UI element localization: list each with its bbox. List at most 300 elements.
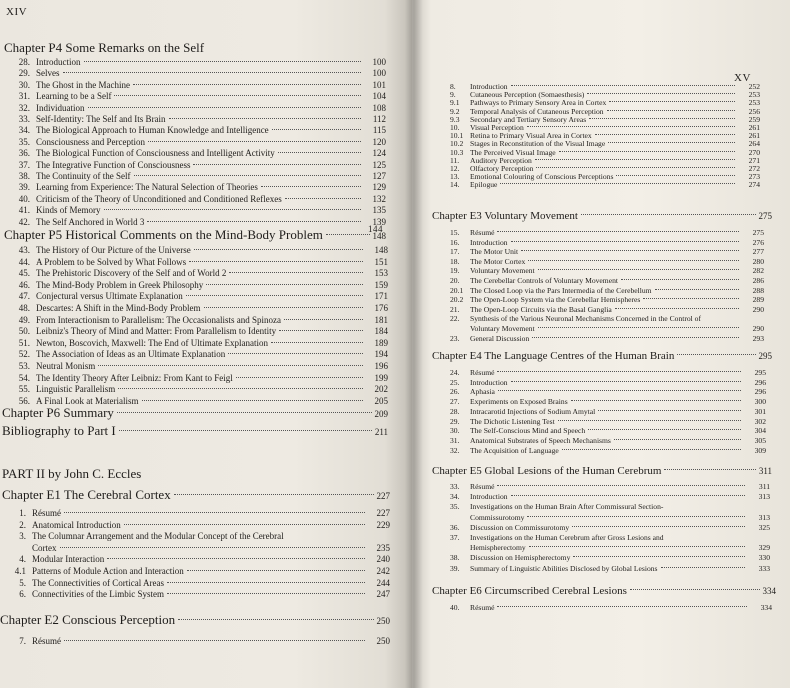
- entry-page: 272: [748, 164, 760, 173]
- right-page: [412, 0, 790, 688]
- dot-leader: [528, 260, 739, 261]
- entry-page: 282: [752, 266, 764, 276]
- entry-title: Selves: [36, 68, 60, 79]
- dot-leader: [527, 516, 745, 517]
- entry-number: 52.: [18, 349, 30, 360]
- chapter-heading: [432, 465, 772, 477]
- chapter-heading: [4, 40, 384, 56]
- entry-title: Résumé: [470, 603, 495, 612]
- entry-title: The Self-Conscious Mind and Speech: [470, 426, 586, 436]
- dot-leader: [608, 142, 735, 143]
- toc-entry: [450, 295, 764, 304]
- entry-page: 300: [754, 397, 766, 407]
- chapter-page: 295: [758, 351, 772, 361]
- toc-entry: [4, 326, 388, 336]
- entry-title: The Acquisition of Language: [470, 445, 559, 455]
- entry-number: 8.: [450, 82, 456, 91]
- entry-title: The Identity Theory After Leibniz: From Kant to Feigl: [36, 372, 233, 383]
- entry-number: 7.: [19, 636, 26, 646]
- entry-page: 194: [374, 349, 388, 360]
- entry-page: 311: [758, 482, 770, 491]
- entry-page: 176: [374, 303, 388, 313]
- entry-page: 261: [748, 123, 760, 132]
- toc-entry: [0, 589, 390, 599]
- entry-number: 4.1: [14, 566, 26, 576]
- entry-number: 29.: [18, 68, 30, 79]
- entry-page: 286: [752, 276, 764, 285]
- entry-title: From Interactionism to Parallelism: The Occasionalists and Spinoza: [36, 314, 282, 325]
- dot-leader: [178, 619, 373, 620]
- dot-leader: [587, 93, 735, 94]
- toc-entry: [4, 91, 386, 101]
- entry-number: 43.: [18, 245, 30, 255]
- entry-title: Cutaneous Perception (Somaesthesis): [470, 90, 585, 100]
- dot-leader: [134, 175, 362, 176]
- dot-leader: [581, 214, 756, 215]
- dot-leader: [133, 84, 361, 85]
- dot-leader: [500, 183, 735, 184]
- entry-number: 53.: [18, 361, 30, 371]
- entry-number: 45.: [18, 268, 30, 279]
- entry-title: Discussion on Commissurotomy: [470, 522, 570, 532]
- dot-leader: [64, 640, 365, 641]
- entry-page: 250: [376, 636, 390, 646]
- entry-title: Self-Identity: The Self and Its Brain: [36, 114, 166, 124]
- entry-title: The Open-Loop Circuits via the Basal Ganglia: [470, 304, 612, 314]
- entry-page: 227: [376, 508, 390, 518]
- chapter-heading: [0, 612, 390, 628]
- chapter-page: 250: [376, 616, 390, 626]
- entry-page: 132: [372, 193, 386, 204]
- toc-entry: [4, 57, 386, 67]
- toc-entry: [450, 426, 766, 435]
- entry-title: Leibniz's Theory of Mind and Matter: From Parallelism to Identity: [36, 326, 277, 337]
- entry-page: 293: [752, 333, 764, 343]
- dot-leader: [511, 495, 745, 496]
- entry-number: 21.: [450, 304, 460, 314]
- entry-page: 330: [758, 553, 770, 563]
- entry-number: 42.: [18, 216, 30, 227]
- entry-title: The Columnar Arrangement and the Modular Concept of the Cerebral: [32, 531, 284, 542]
- entry-page: 159: [374, 279, 388, 290]
- entry-number: 33.: [450, 482, 460, 491]
- entry-page: 271: [748, 155, 760, 165]
- dot-leader: [142, 400, 364, 401]
- dot-leader: [497, 606, 747, 607]
- entry-number: 38.: [450, 553, 460, 563]
- chapter-heading: [2, 487, 390, 503]
- entry-page: 100: [372, 68, 386, 79]
- entry-page: 181: [374, 314, 388, 325]
- dot-leader: [206, 284, 363, 285]
- toc-entry: [450, 553, 770, 562]
- toc-entry: [0, 554, 390, 564]
- entry-title: Newton, Boscovich, Maxwell: The End of Ultimate Explanation: [36, 337, 269, 348]
- dot-leader: [107, 558, 365, 559]
- entry-page: 301: [754, 406, 766, 416]
- entry-title: Linguistic Parallelism: [36, 384, 116, 395]
- entry-number: 49.: [18, 314, 30, 325]
- toc-entry: [450, 324, 764, 333]
- entry-title: Consciousness and Perception: [36, 136, 145, 147]
- entry-number: 9.3: [450, 114, 460, 124]
- toc-entry: [450, 378, 766, 387]
- toc-entry: [450, 397, 766, 406]
- entry-number: 32.: [18, 102, 30, 113]
- entry-number: 31.: [450, 435, 460, 445]
- entry-page: 270: [748, 147, 760, 157]
- entry-page: 244: [376, 577, 390, 588]
- entry-page: 148: [374, 245, 388, 255]
- toc-entry: [450, 387, 766, 396]
- toc-entry: [450, 533, 770, 542]
- dot-leader: [497, 371, 741, 372]
- chapter-heading: [2, 423, 388, 439]
- entry-page: 108: [372, 102, 386, 113]
- entry-title: Cortex: [32, 542, 57, 553]
- dot-leader: [609, 101, 735, 102]
- chapter-page: 275: [758, 211, 772, 221]
- dot-leader: [664, 469, 755, 470]
- chapter-title: Chapter E4 The Language Centres of the Human Brain: [432, 350, 675, 362]
- entry-title: Voluntary Movement: [470, 324, 535, 333]
- entry-number: 35.: [18, 136, 30, 147]
- toc-entry: [4, 268, 388, 278]
- dot-leader: [614, 439, 741, 440]
- dot-leader: [588, 429, 741, 430]
- entry-title: The Biological Approach to Human Knowledge and Intelligence: [36, 125, 269, 136]
- entry-page: 184: [374, 326, 388, 337]
- entry-page: 305: [754, 435, 766, 445]
- dot-leader: [278, 152, 361, 153]
- entry-page: 229: [376, 519, 390, 530]
- entry-page: 313: [758, 492, 770, 502]
- entry-page: 127: [372, 171, 386, 181]
- dot-leader: [562, 449, 741, 450]
- entry-number: 3.: [19, 531, 26, 542]
- dot-leader: [511, 381, 741, 382]
- entry-title: The Open-Loop System via the Cerebellar Hemispheres: [470, 295, 641, 305]
- entry-number: 54.: [18, 372, 30, 383]
- toc-entry: [4, 103, 386, 113]
- chapter-title: Chapter P4 Some Remarks on the Self: [4, 40, 205, 55]
- entry-title: Résumé: [470, 228, 495, 237]
- chapter-heading: [2, 405, 388, 421]
- dot-leader: [119, 430, 372, 431]
- entry-page: 144: [368, 224, 383, 234]
- entry-title: The Mind-Body Problem in Greek Philosophy: [36, 279, 204, 290]
- entry-page: 199: [374, 372, 388, 383]
- entry-title: Résumé: [470, 482, 495, 491]
- entry-page: 288: [752, 285, 764, 295]
- entry-page: 329: [758, 543, 770, 553]
- entry-page: 276: [752, 237, 764, 247]
- chapter-title: Chapter E1 The Cerebral Cortex: [2, 487, 171, 502]
- entry-title: The Association of Ideas as an Ultimate Explanation: [36, 349, 226, 360]
- entry-title: The Connectivities of Cortical Areas: [32, 577, 164, 588]
- entry-title: Kinds of Memory: [36, 205, 101, 216]
- entry-title: The Motor Unit: [470, 247, 519, 257]
- entry-page: 129: [372, 182, 386, 193]
- toc-entry: [4, 217, 386, 227]
- dot-leader: [538, 269, 739, 270]
- entry-number: 18.: [450, 256, 460, 266]
- entry-title: Temporal Analysis of Cutaneous Perception: [470, 106, 604, 116]
- entry-title: Individuation: [36, 102, 85, 113]
- chapter-title: Bibliography to Part I: [2, 423, 116, 438]
- entry-number: 25.: [450, 377, 460, 387]
- toc-entry: [450, 543, 770, 552]
- toc-entry: [4, 245, 388, 255]
- toc-entry: [0, 636, 390, 646]
- entry-title: The Prehistoric Discovery of the Self and of World 2: [36, 268, 227, 279]
- dot-leader: [532, 337, 739, 338]
- toc-entry: [0, 520, 390, 530]
- dot-leader: [677, 354, 755, 355]
- dot-leader: [661, 567, 745, 568]
- dot-leader: [60, 547, 366, 548]
- entry-title: Hemispherectomy: [470, 543, 526, 553]
- entry-title: Introduction: [470, 82, 508, 91]
- chapter-title: Chapter E2 Conscious Perception: [0, 612, 176, 627]
- entry-title: Secondary and Tertiary Sensory Areas: [470, 114, 587, 124]
- entry-title: Olfactory Perception: [470, 164, 534, 173]
- entry-number: 31.: [18, 91, 30, 102]
- toc-entry: [0, 531, 390, 541]
- entry-number: 13.: [450, 172, 460, 182]
- dot-leader: [285, 198, 361, 199]
- dot-leader: [572, 526, 745, 527]
- entry-number: 39.: [18, 182, 30, 193]
- entry-number: 4.: [19, 554, 26, 565]
- dot-leader: [326, 234, 370, 235]
- toc-entry: [450, 180, 760, 189]
- entry-title: The Continuity of the Self: [36, 171, 131, 181]
- entry-title: Patterns of Module Action and Interaction: [32, 566, 184, 576]
- entry-title: The Cerebellar Controls of Voluntary Movement: [470, 276, 618, 285]
- entry-title: Intracarotid Injections of Sodium Amytal: [470, 406, 596, 416]
- entry-number: 9.2: [450, 106, 460, 116]
- entry-title: Summary of Linguistic Abilities Disclosed by Global Lesions: [470, 563, 658, 573]
- dot-leader: [279, 330, 363, 331]
- toc-entry: [4, 315, 388, 325]
- entry-page: 153: [374, 268, 388, 279]
- toc-entry: [450, 276, 764, 285]
- entry-page: 264: [748, 139, 760, 149]
- entry-title: The Perceived Visual Image: [470, 147, 556, 157]
- dot-leader: [272, 129, 361, 130]
- entry-number: 40.: [18, 193, 30, 204]
- page-number: XV: [734, 72, 751, 84]
- dot-leader: [527, 126, 735, 127]
- entry-title: Investigations on the Human Cerebrum after Gross Lesions and: [470, 533, 664, 542]
- entry-title: Emotional Colouring of Conscious Perceptions: [470, 172, 614, 182]
- dot-leader: [615, 308, 739, 309]
- dot-leader: [84, 61, 362, 62]
- entry-title: Introduction: [470, 492, 508, 502]
- toc-entry: [450, 603, 772, 612]
- toc-entry: [450, 446, 766, 455]
- chapter-page: 227: [376, 491, 390, 501]
- chapter-heading: [432, 350, 772, 362]
- entry-number: 28.: [18, 57, 30, 67]
- entry-number: 36.: [450, 522, 460, 532]
- dot-leader: [558, 420, 741, 421]
- entry-number: 51.: [18, 337, 30, 348]
- chapter-page: 334: [762, 586, 776, 596]
- toc-entry: [4, 303, 388, 313]
- entry-number: 46.: [18, 279, 30, 290]
- toc-entry: [450, 368, 766, 377]
- toc-entry: [4, 114, 386, 124]
- dot-leader: [630, 589, 760, 590]
- chapter-title: Chapter P6 Summary: [2, 405, 114, 420]
- entry-page: 240: [376, 554, 390, 565]
- toc-entry: [4, 205, 386, 215]
- entry-page: 135: [372, 205, 386, 216]
- toc-entry: [450, 502, 770, 511]
- dot-leader: [193, 164, 361, 165]
- entry-page: 252: [748, 82, 760, 91]
- book-gutter: [405, 0, 423, 688]
- toc-entry: [4, 373, 388, 383]
- chapter-title: Chapter P5 Historical Comments on the Mind-Body Problem: [4, 227, 323, 242]
- entry-number: 32.: [450, 445, 460, 455]
- entry-title: Introduction: [470, 377, 508, 387]
- entry-title: Neutral Monism: [36, 361, 96, 371]
- dot-leader: [148, 141, 361, 142]
- entry-number: 38.: [18, 171, 30, 181]
- entry-page: 259: [748, 114, 760, 124]
- chapter-title: Chapter E3 Voluntary Movement: [432, 210, 578, 222]
- entry-page: 296: [754, 377, 766, 387]
- entry-title: The Motor Cortex: [470, 256, 526, 266]
- entry-page: 290: [752, 304, 764, 314]
- entry-title: Connectivities of the Limbic System: [32, 589, 164, 600]
- entry-number: 20.2: [450, 295, 464, 305]
- dot-leader: [538, 327, 739, 328]
- entry-page: 202: [374, 384, 388, 395]
- dot-leader: [194, 249, 363, 250]
- entry-number: 9.1: [450, 98, 460, 108]
- dot-leader: [167, 582, 365, 583]
- entry-title: Voluntary Movement: [470, 266, 535, 276]
- entry-number: 47.: [18, 291, 30, 302]
- entry-number: 44.: [18, 256, 30, 267]
- toc-entry: [4, 182, 386, 192]
- entry-number: 29.: [450, 416, 460, 426]
- entry-number: 19.: [450, 266, 460, 276]
- entry-page: 171: [374, 291, 388, 302]
- entry-number: 30.: [18, 79, 30, 90]
- entry-title: The Ghost in the Machine: [36, 79, 130, 90]
- dot-leader: [187, 570, 365, 571]
- toc-entry: [0, 508, 390, 518]
- entry-page: 120: [372, 136, 386, 147]
- entry-page: 309: [754, 445, 766, 455]
- entry-title: Experiments on Exposed Brains: [470, 397, 568, 407]
- entry-number: 24.: [450, 368, 460, 377]
- dot-leader: [186, 295, 363, 296]
- entry-title: The Dichotic Listening Test: [470, 416, 555, 426]
- toc-entry: [450, 247, 764, 256]
- dot-leader: [573, 556, 745, 557]
- toc-entry: [450, 314, 764, 323]
- toc-entry: [450, 482, 770, 491]
- toc-entry: [450, 492, 770, 501]
- dot-leader: [536, 167, 735, 168]
- entry-number: 1.: [19, 508, 26, 518]
- entry-page: 333: [758, 563, 770, 573]
- entry-number: 48.: [18, 303, 30, 313]
- entry-page: 313: [758, 512, 770, 522]
- dot-leader: [189, 261, 363, 262]
- entry-page: 290: [752, 324, 764, 333]
- entry-number: 37.: [18, 159, 30, 170]
- entry-page: 275: [752, 228, 764, 237]
- entry-page: 253: [748, 90, 760, 100]
- entry-number: 50.: [18, 326, 30, 337]
- chapter-heading: [432, 210, 772, 222]
- chapter-page: 311: [758, 466, 772, 476]
- entry-number: 2.: [19, 519, 26, 530]
- dot-leader: [616, 175, 735, 176]
- entry-number: 22.: [450, 314, 460, 324]
- dot-leader: [529, 546, 745, 547]
- entry-page: 189: [374, 337, 388, 348]
- entry-number: 37.: [450, 533, 460, 542]
- entry-page: 205: [374, 395, 388, 406]
- dot-leader: [535, 159, 735, 160]
- dot-leader: [118, 388, 363, 389]
- chapter-page: 209: [374, 409, 388, 419]
- dot-leader: [228, 353, 363, 354]
- entry-number: 39.: [450, 563, 460, 573]
- entry-title: Anatomical Introduction: [32, 519, 121, 530]
- dot-leader: [284, 319, 363, 320]
- entry-title: Learning to be a Self: [36, 91, 112, 102]
- toc-entry: [450, 523, 770, 532]
- dot-leader: [147, 221, 361, 222]
- entry-page: 273: [748, 172, 760, 182]
- dot-leader: [559, 151, 735, 152]
- dot-leader: [63, 72, 362, 73]
- entry-number: 36.: [18, 148, 30, 159]
- entry-title: Learning from Experience: The Natural Selection of Theories: [36, 182, 258, 193]
- toc-entry: [4, 171, 386, 181]
- entry-number: 20.1: [450, 285, 464, 295]
- entry-title: The Closed Loop via the Pars Intermedia of the Cerebellum: [470, 285, 652, 295]
- page-number: XIV: [6, 6, 28, 18]
- entry-number: 12.: [450, 164, 460, 173]
- entry-title: The History of Our Picture of the Universe: [36, 245, 191, 255]
- toc-entry: [4, 68, 386, 78]
- toc-entry: [450, 257, 764, 266]
- entry-page: 261: [748, 131, 760, 141]
- entry-number: 27.: [450, 397, 460, 407]
- entry-number: 26.: [450, 387, 460, 397]
- entry-page: 295: [754, 368, 766, 377]
- dot-leader: [511, 241, 739, 242]
- dot-leader: [261, 186, 361, 187]
- toc-entry: [4, 80, 386, 90]
- entry-title: Synthesis of the Various Neuronal Mechanisms Concerned in the Control of: [470, 314, 702, 324]
- entry-title: Modular Interaction: [32, 554, 105, 565]
- entry-title: The Integrative Function of Consciousness: [36, 159, 191, 170]
- entry-number: 34.: [18, 125, 30, 136]
- dot-leader: [497, 231, 739, 232]
- entry-title: A Final Look at Materialism: [36, 395, 139, 406]
